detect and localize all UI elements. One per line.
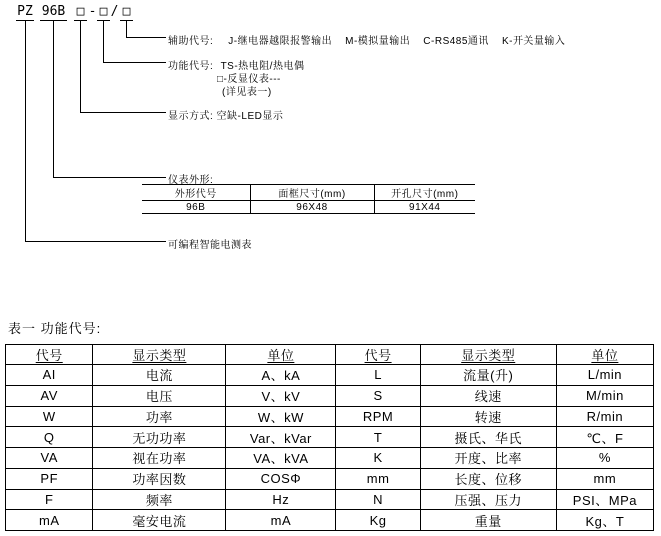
- table-cell-code: T: [336, 427, 420, 448]
- table-cell-type: 功率: [93, 406, 226, 427]
- connector-line: [103, 20, 104, 62]
- table-cell-unit: PSI、MPa: [556, 489, 653, 510]
- table-cell-type: 功率因数: [93, 468, 226, 489]
- table-cell-type: 摄氏、华氏: [420, 427, 556, 448]
- table-cell-code: F: [6, 489, 93, 510]
- model-slash: /: [110, 4, 119, 19]
- table-cell-code: RPM: [336, 406, 420, 427]
- table-cell-unit: COSΦ: [226, 468, 336, 489]
- table-cell-unit: %: [556, 448, 653, 469]
- shape-data-cell: 91X44: [374, 201, 475, 214]
- table-cell-type: 电压: [93, 385, 226, 406]
- table-cell-code: mA: [6, 510, 93, 531]
- table-cell-code: W: [6, 406, 93, 427]
- func-code-line1: TS-热电阻/热电偶: [220, 61, 305, 72]
- table-header-cell: 单位: [226, 345, 336, 365]
- table-cell-unit: L/min: [556, 365, 653, 386]
- table-cell-unit: Var、kVar: [226, 427, 336, 448]
- table-cell-type: 无功功率: [93, 427, 226, 448]
- table-cell-unit: ℃、F: [556, 427, 653, 448]
- table-cell-unit: A、kA: [226, 365, 336, 386]
- model-size-code: 96B: [41, 4, 66, 19]
- table-header-cell: 代号: [6, 345, 93, 365]
- table-cell-code: N: [336, 489, 420, 510]
- table-cell-unit: VA、kVA: [226, 448, 336, 469]
- table-cell-type: 频率: [93, 489, 226, 510]
- shape-data-cell: 96X48: [250, 201, 374, 214]
- shape-callout-label: 仪表外形:: [168, 175, 214, 186]
- table-cell-unit: R/min: [556, 406, 653, 427]
- table-cell-type: 开度、比率: [420, 448, 556, 469]
- table-cell-type: 转速: [420, 406, 556, 427]
- table-cell-code: PF: [6, 468, 93, 489]
- table-row: [6, 406, 654, 427]
- func-code-label: 功能代号:: [168, 61, 214, 72]
- shape-header-cell: 面框尺寸(mm): [250, 185, 374, 201]
- model-code: [0, 4, 661, 22]
- model-prefix: PZ: [17, 4, 33, 19]
- connector-line: [80, 112, 166, 113]
- function-code-table: [5, 344, 654, 531]
- table-row: [6, 385, 654, 406]
- aux-code-callout: [168, 32, 565, 47]
- table-cell-type: 重量: [420, 510, 556, 531]
- connector-line: [25, 20, 26, 241]
- table-cell-code: mm: [336, 468, 420, 489]
- shape-header-cell: 开孔尺寸(mm): [374, 185, 475, 201]
- program-callout: 可编程智能电测表: [168, 240, 252, 251]
- aux-option: K-开关量输入: [501, 36, 566, 47]
- shape-table: [142, 184, 475, 214]
- table-cell-type: 压强、压力: [420, 489, 556, 510]
- table-header-cell: 显示类型: [93, 345, 226, 365]
- display-mode-callout: 显示方式: 空缺-LED显示: [168, 111, 284, 122]
- connector-line: [53, 20, 54, 177]
- shape-table-data-row: [142, 201, 475, 214]
- table-cell-unit: Hz: [226, 489, 336, 510]
- func-code-line3: (详见表一): [222, 87, 272, 98]
- table-cell-type: 流量(升): [420, 365, 556, 386]
- aux-code-label: 辅助代号:: [168, 36, 214, 47]
- shape-data-cell: 96B: [142, 201, 250, 214]
- shape-header-cell: 外形代号: [142, 185, 250, 201]
- table-cell-code: AI: [6, 365, 93, 386]
- table-cell-code: VA: [6, 448, 93, 469]
- table-cell-code: AV: [6, 385, 93, 406]
- func-code-line2: □-反显仪表---: [217, 74, 281, 85]
- table-row: [6, 365, 654, 386]
- table1-title: 表一 功能代号:: [8, 321, 102, 336]
- model-box-1: □: [74, 4, 87, 21]
- table-row: [6, 510, 654, 531]
- aux-option: M-模拟量输出: [345, 36, 411, 47]
- table-cell-unit: M/min: [556, 385, 653, 406]
- connector-line: [25, 241, 166, 242]
- table-cell-code: Q: [6, 427, 93, 448]
- table-cell-unit: W、kW: [226, 406, 336, 427]
- connector-line: [103, 62, 166, 63]
- table-row: [6, 468, 654, 489]
- table-cell-type: 视在功率: [93, 448, 226, 469]
- connector-line: [126, 37, 166, 38]
- shape-table-header-row: [142, 185, 475, 201]
- table-cell-unit: mm: [556, 468, 653, 489]
- table-cell-type: 线速: [420, 385, 556, 406]
- aux-option: J-继电器越限报警输出: [228, 36, 333, 47]
- model-box-3: □: [120, 4, 133, 21]
- table-header-row: [6, 345, 654, 365]
- table-cell-code: Kg: [336, 510, 420, 531]
- table-cell-type: 电流: [93, 365, 226, 386]
- table-cell-unit: V、kV: [226, 385, 336, 406]
- table-cell-type: 毫安电流: [93, 510, 226, 531]
- connector-line: [53, 177, 166, 178]
- table-cell-code: S: [336, 385, 420, 406]
- table-cell-unit: mA: [226, 510, 336, 531]
- table-cell-code: K: [336, 448, 420, 469]
- table-header-cell: 显示类型: [420, 345, 556, 365]
- model-dash: -: [88, 4, 97, 19]
- table-body: [6, 365, 654, 531]
- table-row: [6, 489, 654, 510]
- aux-option: C-RS485通讯: [423, 36, 489, 47]
- table-cell-code: L: [336, 365, 420, 386]
- table-header-cell: 单位: [556, 345, 653, 365]
- connector-line: [126, 20, 127, 37]
- table-cell-unit: Kg、T: [556, 510, 653, 531]
- table-cell-type: 长度、位移: [420, 468, 556, 489]
- table-row: [6, 448, 654, 469]
- model-box-2: □: [97, 4, 110, 21]
- connector-line: [80, 20, 81, 112]
- table-header-cell: 代号: [336, 345, 420, 365]
- table-row: [6, 427, 654, 448]
